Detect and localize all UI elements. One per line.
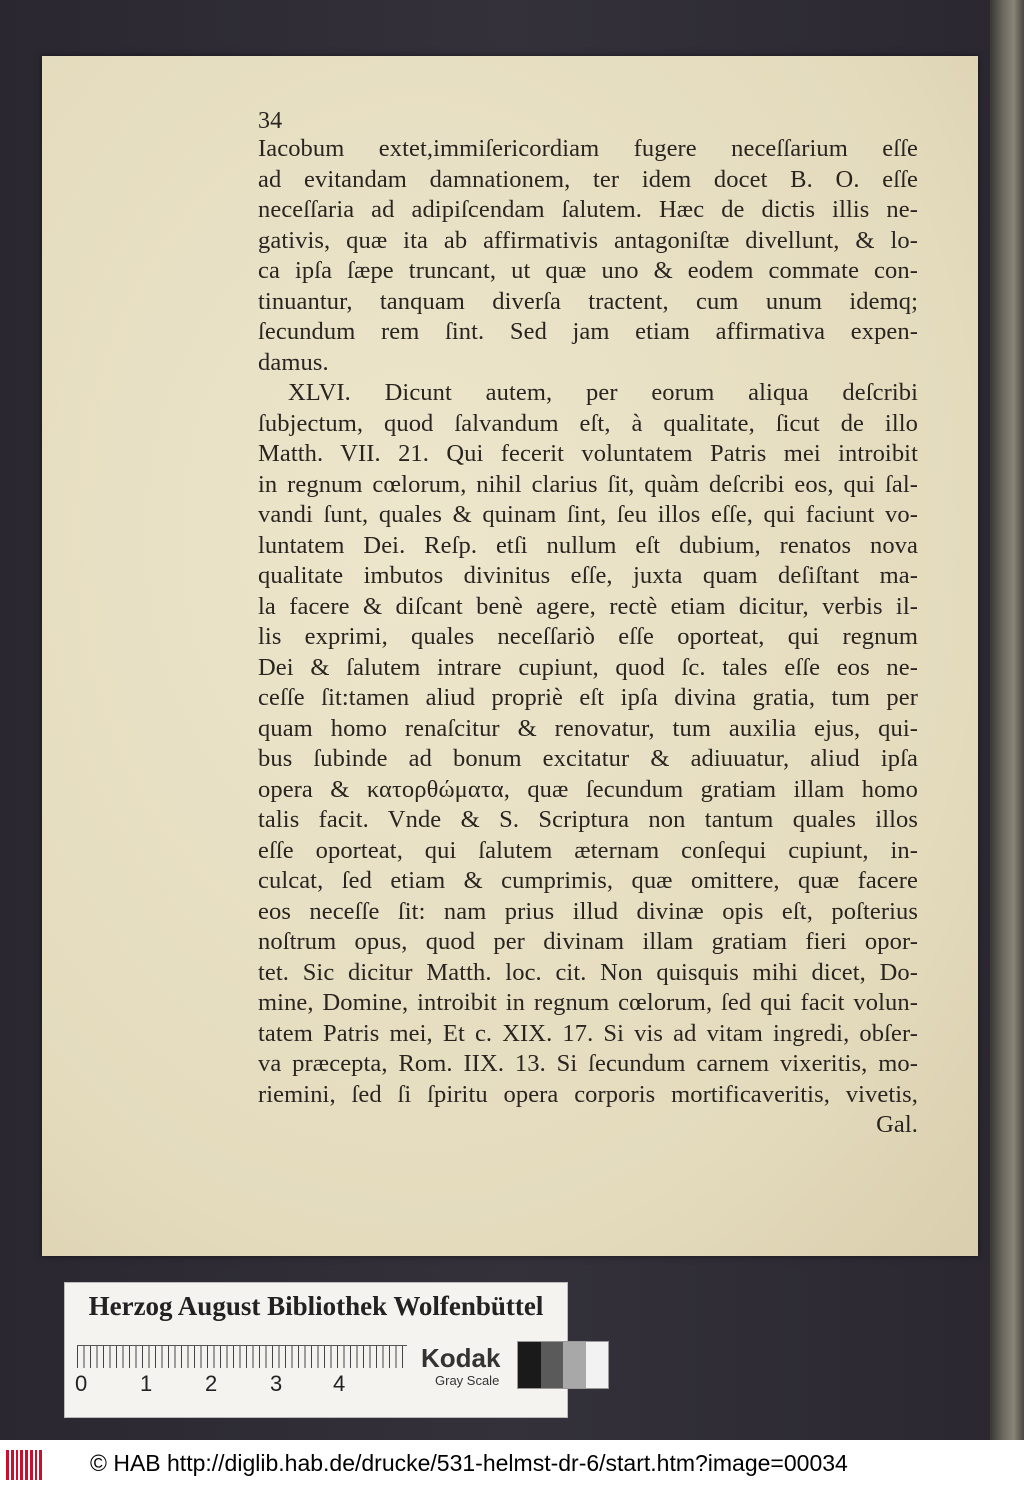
ruler-number: 0 [75, 1371, 88, 1396]
text-line: la facere & diſcant benè agere, rectè etiam dicitur, verbis il- [258, 592, 918, 620]
text-line: noſtrum opus, quod per divinam illam gratiam fieri opor- [258, 928, 918, 955]
text-line: tatem Patris mei, Et c. XIX. 17. Si vis ad vitam ingredi, obſer- [258, 1019, 918, 1047]
gray-scale-label: Gray Scale [435, 1373, 500, 1388]
book-spine [990, 0, 1024, 1440]
text-line: mine, Domine, introibit in regnum cœlorum, ſed qui facit volun- [258, 989, 918, 1016]
text-line: Matth. VII. 21. Qui fecerit voluntatem Patris mei introibit [258, 440, 918, 467]
text-line: tet. Sic dicitur Matth. loc. cit. Non quisquis mihi dicet, Do- [258, 958, 918, 986]
text-line: tinuantur, tanquam diverſa tractent, cum unum idemq; [258, 287, 918, 315]
text-line: bus ſubinde ad bonum excitatur & adiuuatur, aliud ipſa [258, 745, 918, 772]
text-line: gativis, quæ ita ab affirmativis antagoniſtæ divellunt, & lo- [258, 226, 918, 254]
text-line: ad evitandam damnationem, ter idem docet B. O. eſſe [258, 165, 918, 193]
text-line: ſecundum rem ſint. Sed jam etiam affirmativa expen- [258, 318, 918, 345]
ruler-number: 1 [140, 1371, 153, 1396]
text-line: in regnum cœlorum, nihil clarius ſit, quàm deſcribi eos, qui ſal- [258, 470, 918, 498]
gray-swatch [541, 1342, 564, 1388]
ruler-number: 4 [333, 1371, 346, 1396]
text-line: talis facit. Vnde & S. Scriptura non tantum quales illos [258, 806, 918, 833]
gray-swatch [586, 1342, 609, 1388]
footer-bar [0, 1440, 1024, 1489]
ruler-number: 3 [270, 1371, 283, 1396]
text-line: quam homo renaſcitur & renovatur, tum auxilia ejus, qui- [258, 714, 918, 742]
text-line: XLVI. Dicunt autem, per eorum aliqua deſcribi [288, 379, 918, 406]
text-line: eos neceſſe ſit: nam prius illud divinæ opis eſt, poſterius [258, 897, 918, 925]
text-line: culcat, ſed etiam & cumprimis, quæ omittere, quæ facere [258, 867, 918, 894]
page-number: 34 [258, 108, 283, 134]
text-line: damus. [258, 348, 329, 376]
text-line: riemini, ſed ſi ſpiritu opera corporis mortificaveritis, vivetis, [258, 1080, 918, 1108]
text-line: eſſe oporteat, qui ſalutem æternam conſequi cupiunt, in- [258, 836, 918, 864]
text-line: ceſſe ſit:tamen aliud propriè eſt ipſa divina gratia, tum per [258, 684, 918, 711]
text-line: neceſſaria ad adipiſcendam ſalutem. Hæc de dictis illis ne- [258, 196, 918, 223]
gray-swatch [563, 1342, 586, 1388]
ruler-number: 2 [205, 1371, 218, 1396]
copyright-link[interactable]: © HAB http://diglib.hab.de/drucke/531-helmst-dr-6/start.htm?image=00034 [90, 1450, 848, 1476]
text-line: luntatem Dei. Reſp. etſi nullum eſt dubium, renatos nova [258, 531, 918, 559]
card-title: Herzog August Bibliothek Wolfenbüttel [88, 1291, 544, 1321]
text-line: opera & κατορθώματα, quæ ſecundum gratiam illam homo [258, 775, 918, 803]
text-line: Dei & ſalutem intrare cupiunt, quod ſc. tales eſſe eos ne- [258, 653, 918, 681]
color-calibration-card [64, 1282, 568, 1418]
ruler [77, 1345, 407, 1368]
text-line: qualitate imbutos divinitus eſſe, juxta quam deſiſtant ma- [258, 562, 918, 589]
hab-logo-icon [6, 1450, 42, 1480]
text-lines [258, 134, 918, 1141]
text-line: ca ipſa ſæpe truncant, ut quæ uno & eodem commate con- [258, 257, 918, 284]
gray-swatches [517, 1341, 609, 1389]
text-line: va præcepta, Rom. IIX. 13. Si ſecundum carnem vixeritis, mo- [258, 1050, 918, 1077]
text-line: ſubjectum, quod ſalvandum eſt, à qualitate, ſicut de illo [258, 409, 918, 437]
page-text-block [258, 104, 918, 1141]
text-line: Iacobum extet,immiſericordiam fugere neceſſarium eſſe [258, 135, 918, 162]
kodak-logo: Kodak [421, 1343, 501, 1373]
text-line: lis exprimi, quales neceſſariò eſſe oporteat, qui regnum [258, 623, 918, 650]
gray-swatch [518, 1342, 541, 1388]
text-line: Gal. [876, 1111, 918, 1138]
text-line: vandi ſunt, quales & quinam ſint, ſeu illos eſſe, qui faciunt vo- [258, 501, 918, 528]
